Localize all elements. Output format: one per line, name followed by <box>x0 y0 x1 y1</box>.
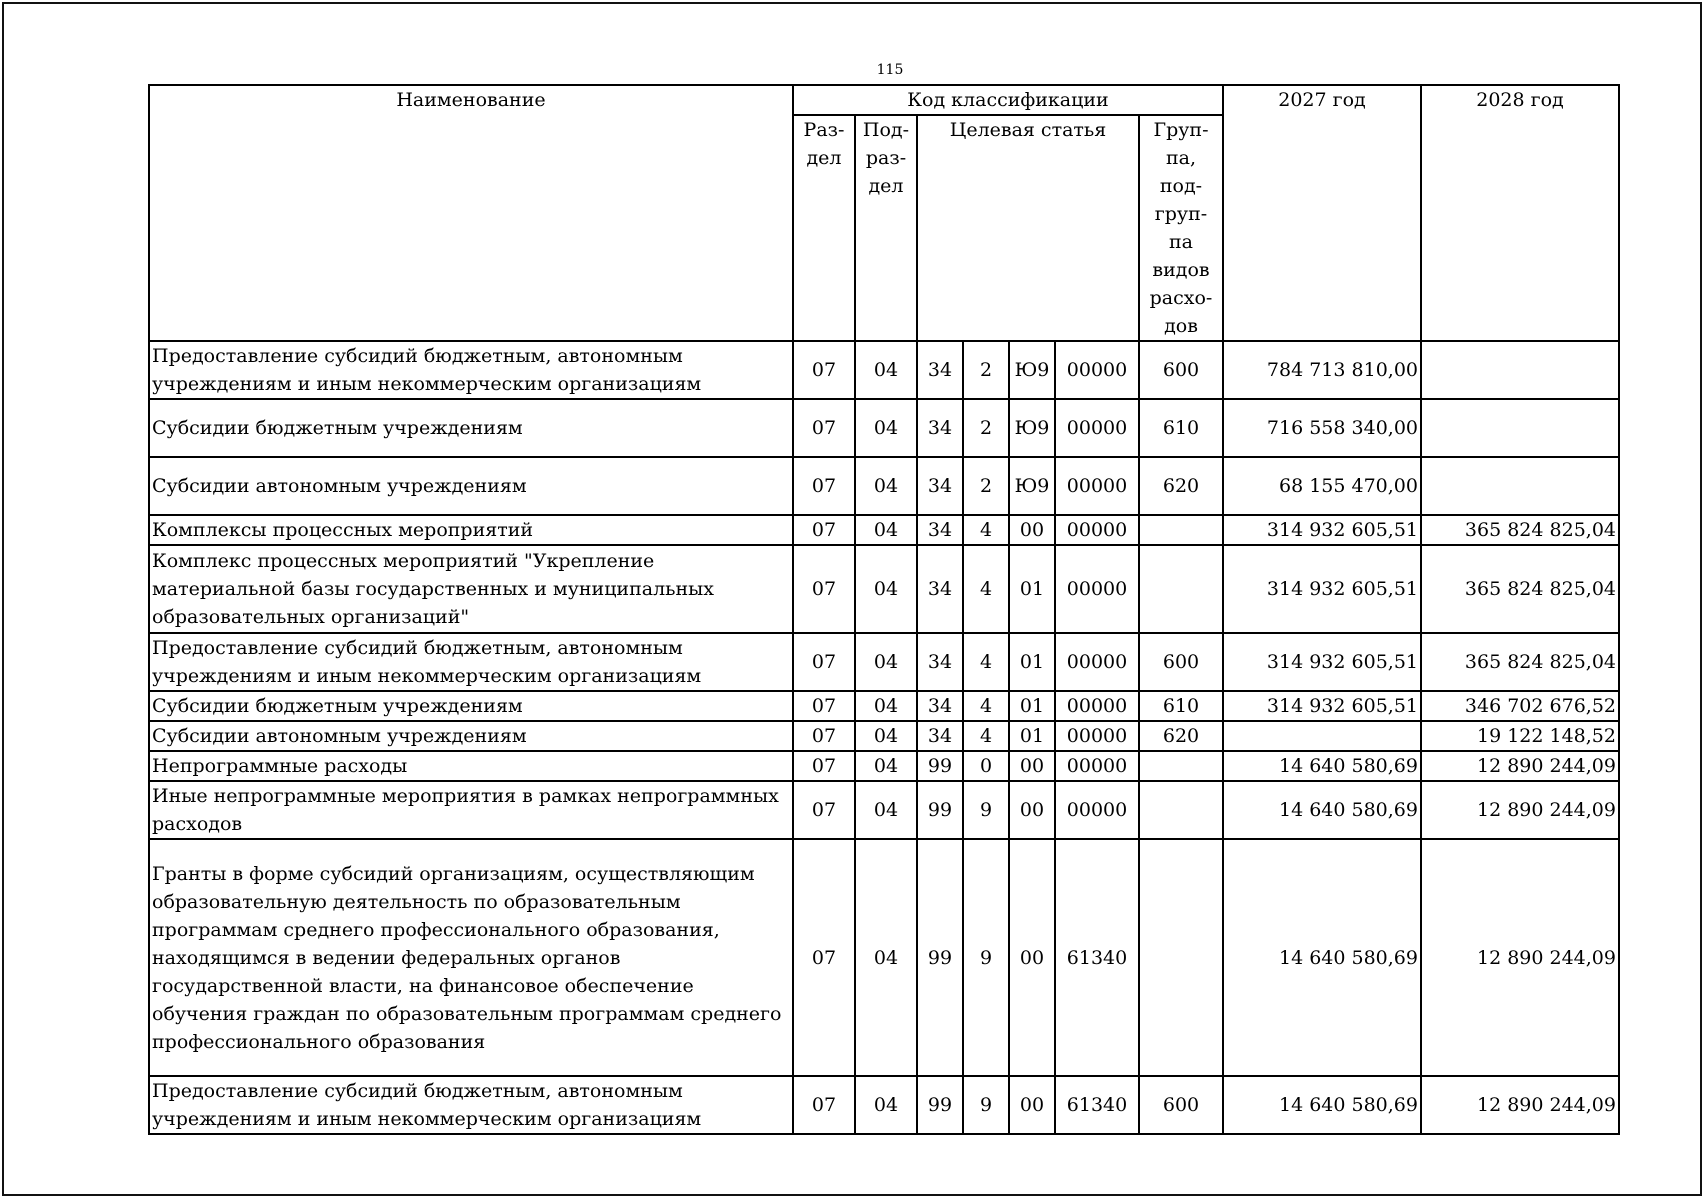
row-target-type: 9 <box>963 781 1009 839</box>
row-name: Иные непрограммные мероприятия в рамках непрограммных расходов <box>149 781 793 839</box>
row-target-type: 9 <box>963 839 1009 1076</box>
row-amount-2028: 12 890 244,09 <box>1421 839 1619 1076</box>
row-target-program: 34 <box>917 399 963 457</box>
row-name: Гранты в форме субсидий организациям, осуществляющим образовательную деятельность по образовательным программам среднего профессионального образования, находящимся в ведении федеральных органов государственной власти, на финансовое обеспечение обучения граждан по образовательным программам среднего профессионального образования <box>149 839 793 1076</box>
row-amount-2027: 716 558 340,00 <box>1223 399 1421 457</box>
row-expense-group: 620 <box>1139 721 1223 751</box>
row-razdel: 07 <box>793 457 855 515</box>
row-amount-2028 <box>1421 457 1619 515</box>
row-target-type: 0 <box>963 751 1009 781</box>
row-razdel: 07 <box>793 545 855 633</box>
row-target-type: 4 <box>963 545 1009 633</box>
row-target-type: 9 <box>963 1076 1009 1134</box>
row-podrazdel: 04 <box>855 751 917 781</box>
row-target-program: 34 <box>917 341 963 399</box>
row-amount-2028: 12 890 244,09 <box>1421 781 1619 839</box>
header-code: Код классификации <box>793 85 1223 115</box>
row-target-structural: 01 <box>1009 721 1055 751</box>
table-row <box>149 399 1619 457</box>
header-podrazdel: Под- раз- дел <box>855 115 917 341</box>
row-target-structural: Ю9 <box>1009 457 1055 515</box>
row-razdel: 07 <box>793 839 855 1076</box>
table-row <box>149 633 1619 691</box>
header-razdel: Раз- дел <box>793 115 855 341</box>
row-podrazdel: 04 <box>855 545 917 633</box>
row-amount-2028: 19 122 148,52 <box>1421 721 1619 751</box>
row-expense-group: 600 <box>1139 1076 1223 1134</box>
row-name: Субсидии автономным учреждениям <box>149 457 793 515</box>
row-amount-2027: 14 640 580,69 <box>1223 839 1421 1076</box>
row-target-direction: 00000 <box>1055 721 1139 751</box>
row-razdel: 07 <box>793 781 855 839</box>
row-podrazdel: 04 <box>855 399 917 457</box>
table-row <box>149 751 1619 781</box>
row-name: Субсидии автономным учреждениям <box>149 721 793 751</box>
header-name: Наименование <box>149 85 793 341</box>
row-target-structural: 00 <box>1009 781 1055 839</box>
row-name: Предоставление субсидий бюджетным, автономным учреждениям и иным некоммерческим организациям <box>149 1076 793 1134</box>
row-amount-2028: 365 824 825,04 <box>1421 545 1619 633</box>
row-target-structural: Ю9 <box>1009 341 1055 399</box>
row-amount-2027: 784 713 810,00 <box>1223 341 1421 399</box>
row-podrazdel: 04 <box>855 515 917 545</box>
row-target-program: 99 <box>917 751 963 781</box>
row-podrazdel: 04 <box>855 691 917 721</box>
row-target-direction: 00000 <box>1055 633 1139 691</box>
row-target-structural: 00 <box>1009 839 1055 1076</box>
row-target-type: 2 <box>963 457 1009 515</box>
row-target-program: 99 <box>917 781 963 839</box>
row-target-direction: 00000 <box>1055 341 1139 399</box>
row-target-program: 99 <box>917 839 963 1076</box>
row-podrazdel: 04 <box>855 633 917 691</box>
row-razdel: 07 <box>793 751 855 781</box>
row-expense-group <box>1139 839 1223 1076</box>
row-target-type: 4 <box>963 691 1009 721</box>
row-amount-2028: 346 702 676,52 <box>1421 691 1619 721</box>
row-amount-2027: 314 932 605,51 <box>1223 691 1421 721</box>
table-row <box>149 721 1619 751</box>
row-razdel: 07 <box>793 721 855 751</box>
header-year-2027: 2027 год <box>1223 85 1421 341</box>
row-amount-2028: 365 824 825,04 <box>1421 515 1619 545</box>
row-target-type: 4 <box>963 515 1009 545</box>
row-podrazdel: 04 <box>855 721 917 751</box>
row-podrazdel: 04 <box>855 781 917 839</box>
row-podrazdel: 04 <box>855 457 917 515</box>
row-razdel: 07 <box>793 1076 855 1134</box>
row-expense-group: 610 <box>1139 691 1223 721</box>
row-expense-group <box>1139 545 1223 633</box>
row-name: Предоставление субсидий бюджетным, автономным учреждениям и иным некоммерческим организациям <box>149 633 793 691</box>
row-expense-group: 620 <box>1139 457 1223 515</box>
row-razdel: 07 <box>793 341 855 399</box>
row-name: Комплексы процессных мероприятий <box>149 515 793 545</box>
table-row <box>149 545 1619 633</box>
page-number: 115 <box>876 62 904 78</box>
header-target: Целевая статья <box>917 115 1139 341</box>
row-amount-2028: 365 824 825,04 <box>1421 633 1619 691</box>
row-target-program: 34 <box>917 721 963 751</box>
table-row <box>149 341 1619 399</box>
row-podrazdel: 04 <box>855 1076 917 1134</box>
row-amount-2027: 314 932 605,51 <box>1223 515 1421 545</box>
row-expense-group <box>1139 781 1223 839</box>
row-target-program: 34 <box>917 545 963 633</box>
budget-table <box>148 84 1620 1135</box>
row-amount-2028: 12 890 244,09 <box>1421 751 1619 781</box>
row-name: Субсидии бюджетным учреждениям <box>149 399 793 457</box>
row-amount-2027: 14 640 580,69 <box>1223 751 1421 781</box>
row-name: Непрограммные расходы <box>149 751 793 781</box>
row-target-type: 2 <box>963 399 1009 457</box>
row-target-type: 4 <box>963 633 1009 691</box>
row-target-program: 34 <box>917 457 963 515</box>
row-target-program: 34 <box>917 691 963 721</box>
row-razdel: 07 <box>793 633 855 691</box>
row-target-direction: 00000 <box>1055 691 1139 721</box>
row-amount-2027 <box>1223 721 1421 751</box>
row-amount-2028 <box>1421 341 1619 399</box>
row-target-structural: 01 <box>1009 633 1055 691</box>
row-name: Субсидии бюджетным учреждениям <box>149 691 793 721</box>
row-target-direction: 00000 <box>1055 399 1139 457</box>
row-amount-2027: 68 155 470,00 <box>1223 457 1421 515</box>
row-podrazdel: 04 <box>855 839 917 1076</box>
row-target-structural: 00 <box>1009 751 1055 781</box>
row-expense-group <box>1139 751 1223 781</box>
row-amount-2027: 14 640 580,69 <box>1223 781 1421 839</box>
row-expense-group <box>1139 515 1223 545</box>
header-group: Груп- па, под- груп- па видов расхо- дов <box>1139 115 1223 341</box>
row-amount-2028: 12 890 244,09 <box>1421 1076 1619 1134</box>
row-razdel: 07 <box>793 691 855 721</box>
row-target-program: 99 <box>917 1076 963 1134</box>
row-amount-2028 <box>1421 399 1619 457</box>
row-target-structural: 00 <box>1009 1076 1055 1134</box>
header-year-2028: 2028 год <box>1421 85 1619 341</box>
row-razdel: 07 <box>793 399 855 457</box>
row-expense-group: 600 <box>1139 633 1223 691</box>
row-target-direction: 00000 <box>1055 457 1139 515</box>
row-amount-2027: 314 932 605,51 <box>1223 633 1421 691</box>
row-target-direction: 61340 <box>1055 839 1139 1076</box>
row-target-direction: 61340 <box>1055 1076 1139 1134</box>
row-expense-group: 610 <box>1139 399 1223 457</box>
row-target-structural: 01 <box>1009 545 1055 633</box>
row-target-structural: 01 <box>1009 691 1055 721</box>
row-target-direction: 00000 <box>1055 751 1139 781</box>
row-target-direction: 00000 <box>1055 781 1139 839</box>
row-razdel: 07 <box>793 515 855 545</box>
table-row <box>149 839 1619 1076</box>
row-target-direction: 00000 <box>1055 545 1139 633</box>
row-target-structural: 00 <box>1009 515 1055 545</box>
table-row <box>149 515 1619 545</box>
table-row <box>149 457 1619 515</box>
row-amount-2027: 14 640 580,69 <box>1223 1076 1421 1134</box>
row-name: Комплекс процессных мероприятий "Укрепление материальной базы государственных и муниципальных образовательных организаций" <box>149 545 793 633</box>
table-row <box>149 1076 1619 1134</box>
row-target-type: 4 <box>963 721 1009 751</box>
table-row <box>149 691 1619 721</box>
row-name: Предоставление субсидий бюджетным, автономным учреждениям и иным некоммерческим организациям <box>149 341 793 399</box>
row-target-direction: 00000 <box>1055 515 1139 545</box>
row-target-program: 34 <box>917 515 963 545</box>
row-target-structural: Ю9 <box>1009 399 1055 457</box>
table-row <box>149 781 1619 839</box>
row-expense-group: 600 <box>1139 341 1223 399</box>
row-amount-2027: 314 932 605,51 <box>1223 545 1421 633</box>
row-target-type: 2 <box>963 341 1009 399</box>
row-podrazdel: 04 <box>855 341 917 399</box>
row-target-program: 34 <box>917 633 963 691</box>
